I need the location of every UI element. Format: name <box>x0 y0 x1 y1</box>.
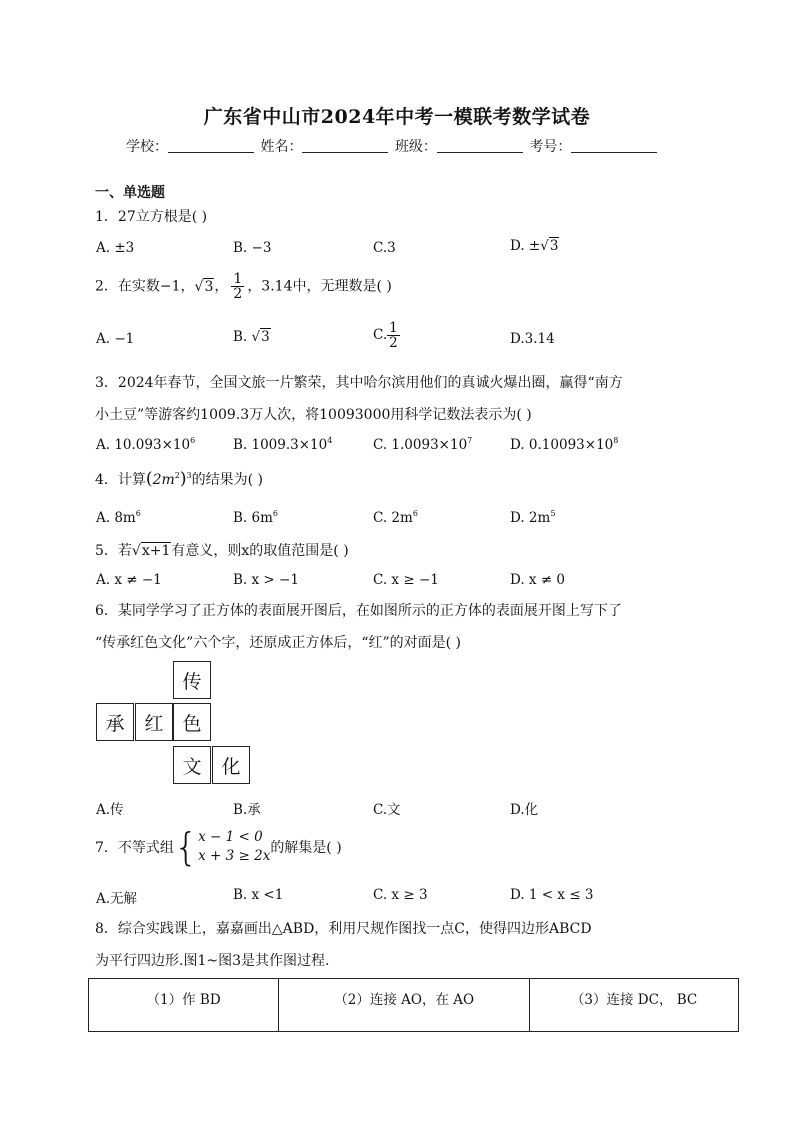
step-3-cell: （3）连接 DC， BC <box>530 979 739 1032</box>
question-1-stem: 1．27立方根是( ) <box>95 209 208 225</box>
net-cell-hua: 化 <box>212 746 250 784</box>
q6-option-a: A.传 <box>96 802 124 818</box>
net-cell-chuan: 传 <box>173 661 211 699</box>
q5-option-d: D. x ≠ 0 <box>510 572 566 588</box>
question-6-line1: 6．某同学学习了正方体的表面展开图后，在如图所示的正方体的表面展开图上写下了 <box>95 603 622 619</box>
section-heading: 一、单选题 <box>95 185 165 201</box>
class-label: 班级： <box>394 139 437 155</box>
name-blank <box>302 138 388 153</box>
q4-option-c: C. $2m^6$ <box>373 509 418 526</box>
q1-option-d: D. ±√3 <box>510 238 559 254</box>
question-8-line1: 8．综合实践课上，嘉嘉画出△ABD，利用尺规作图找一点C，使得四边形ABCD <box>95 921 592 937</box>
name-label: 姓名： <box>260 139 303 155</box>
q1-option-a: A. ±3 <box>96 240 135 256</box>
school-blank <box>168 138 254 153</box>
class-blank <box>437 138 523 153</box>
net-cell-se: 色 <box>173 703 211 741</box>
net-cell-hong: 红 <box>135 703 173 741</box>
q1-option-c: C.3 <box>373 240 396 256</box>
q6-option-b: B.承 <box>233 802 261 818</box>
q2-option-d: D.3.14 <box>510 331 555 347</box>
q6-option-d: D.化 <box>510 802 539 818</box>
q5-option-a: A. x ≠ −1 <box>96 572 162 588</box>
question-3-line2: 小土豆”等游客约1009.3万人次，将10093000用科学记数法表示为( ) <box>95 407 532 423</box>
school-label: 学校： <box>126 139 168 155</box>
q4-option-b: B. $6m^6$ <box>233 509 278 526</box>
q5-option-c: C. x ≥ −1 <box>373 572 439 588</box>
step-1-cell: （1）作 BD <box>89 979 279 1032</box>
question-8-line2: 为平行四边形.图1~图3是其作图过程. <box>95 953 330 969</box>
question-4-stem: 4．计算$(2m^2)^3$的结果为( ) <box>95 469 263 489</box>
question-5-stem: 5．若√x+1有意义，则x的取值范围是( ) <box>95 543 349 559</box>
q6-option-c: C.文 <box>373 802 401 818</box>
q7-option-d: D. 1 < x ≤ 3 <box>510 887 594 903</box>
q3-option-c: C. $1.0093\times 10^7$ <box>373 436 473 453</box>
construction-steps-table <box>88 978 739 1032</box>
exam-number-blank <box>571 138 657 153</box>
q7-option-a: A.无解 <box>96 891 138 907</box>
question-2-stem: 2．在实数−1，√3， $\frac{1}{2}$ ，3.14中，无理数是( ) <box>95 271 392 302</box>
question-7-stem: 7．不等式组{x − 1 < 0 x + 3 ≥ 2x的解集是( ) <box>95 825 342 869</box>
question-6-line2: “传承红色文化”六个字，还原成正方体后，“红”的对面是( ) <box>95 635 462 651</box>
student-info <box>126 136 659 156</box>
q2-option-b: B. √3 <box>233 329 270 345</box>
q3-option-b: B. $1009.3\times 10^4$ <box>233 436 333 453</box>
page-title: 广东省中山市2024年中考一模联考数学试卷 <box>203 106 591 128</box>
exam-number-label: 考号： <box>529 139 572 155</box>
q2-option-a: A. −1 <box>96 331 135 347</box>
q4-option-d: D. $2m^5$ <box>510 509 556 526</box>
q4-option-a: A. $8m^6$ <box>96 509 141 526</box>
step-2-cell: （2）连接 AO，在 AO <box>279 979 530 1032</box>
q1-option-b: B. −3 <box>233 240 272 256</box>
q3-option-a: A. $10.093\times 10^6$ <box>96 436 196 453</box>
question-3-line1: 3．2024年春节，全国文旅一片繁荣，其中哈尔滨用他们的真诚火爆出圈，赢得“南方 <box>95 375 623 391</box>
q5-option-b: B. x > −1 <box>233 572 299 588</box>
net-cell-cheng: 承 <box>96 703 134 741</box>
q3-option-d: D. $0.10093\times 10^8$ <box>510 436 619 453</box>
net-cell-wen: 文 <box>173 746 211 784</box>
q2-option-c: C. $\frac{1}{2}$ <box>373 320 398 351</box>
q7-option-b: B. x <1 <box>233 887 284 903</box>
q7-option-c: C. x ≥ 3 <box>373 887 428 903</box>
